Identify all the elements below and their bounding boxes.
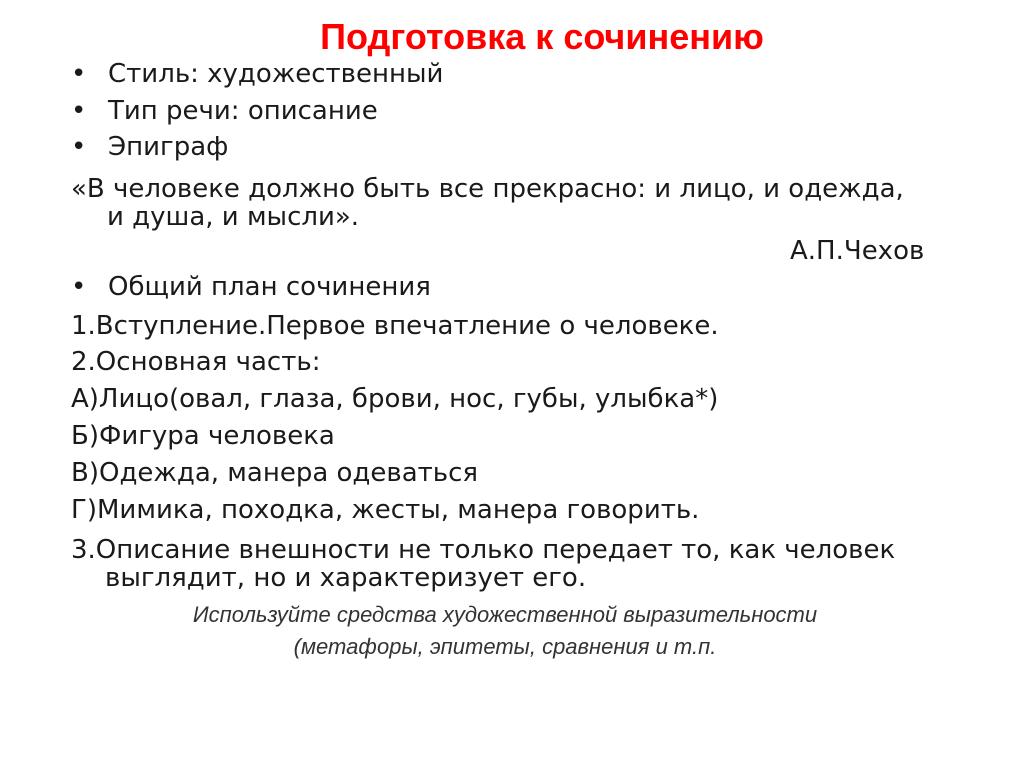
- epigraph-author: А.П.Чехов: [790, 236, 925, 266]
- bullet-item-label: Стиль: художественный: [108, 59, 444, 89]
- plan-item-conclusion-line-1: 3.Описание внешности не только передает то, как человек: [71, 535, 896, 565]
- plan-item-conclusion-line-2: выглядит, но и характеризует его.: [105, 563, 587, 593]
- bullet-icon: •: [71, 59, 87, 89]
- bullet-item-label: Общий план сочинения: [108, 272, 431, 302]
- bullet-icon: •: [71, 132, 87, 162]
- bullet-item-label: Эпиграф: [108, 132, 229, 162]
- note-line-2: (метафоры, эпитеты, сравнения и т.п.: [293, 634, 717, 659]
- plan-item-mimicry: Г)Мимика, походка, жесты, манера говорить.: [71, 495, 700, 525]
- bullet-item-label: Тип речи: описание: [108, 96, 378, 126]
- epigraph-quote-line-2: и душа, и мысли».: [107, 202, 360, 232]
- bullet-icon: •: [71, 272, 87, 302]
- plan-item-clothes: В)Одежда, манера одеваться: [71, 458, 479, 488]
- note-line-1: Используйте средства художественной выразительности: [192, 602, 818, 627]
- plan-item-figure: Б)Фигура человека: [71, 421, 335, 451]
- bullet-icon: •: [71, 96, 87, 126]
- plan-item-intro: 1.Вступление.Первое впечатление о человеке.: [71, 311, 719, 341]
- epigraph-quote-line-1: «В человеке должно быть все прекрасно: и лицо, и одежда,: [71, 174, 904, 204]
- plan-item-main: 2.Основная часть:: [71, 347, 321, 377]
- slide-title: Подготовка к сочинению: [320, 16, 764, 57]
- plan-item-face: А)Лицо(овал, глаза, брови, нос, губы, улыбка*): [71, 384, 719, 414]
